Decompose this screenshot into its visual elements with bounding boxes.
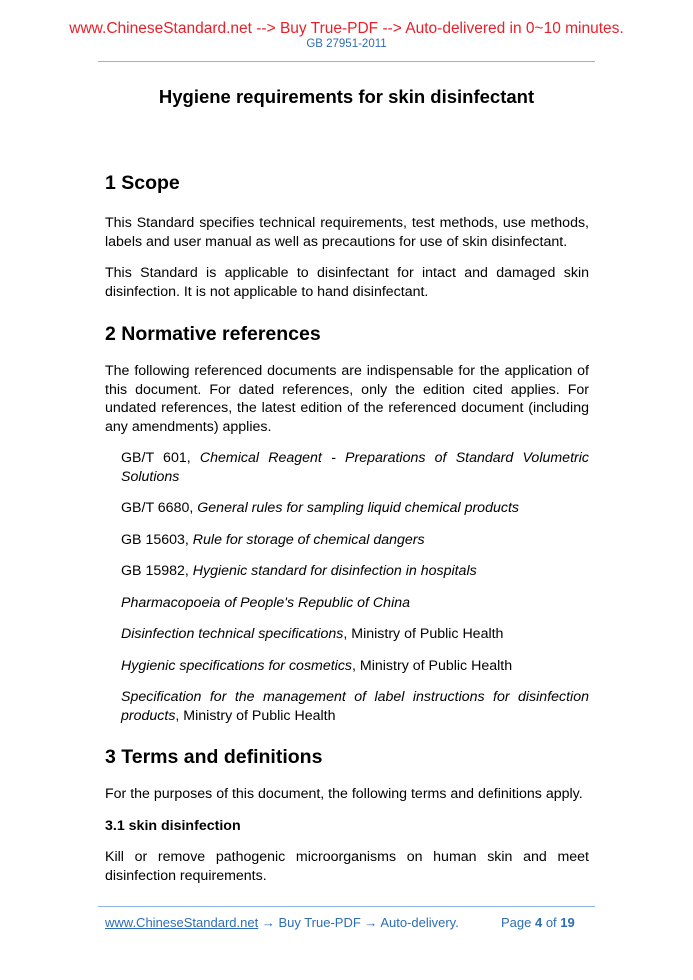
standard-number: GB 27951-2011 bbox=[306, 38, 387, 50]
reference-item: Specification for the management of label instructions for disinfection products, Ministry of Public Health bbox=[121, 689, 589, 724]
scope-paragraph-2: This Standard is applicable to disinfectant for intact and damaged skin disinfection. It is not applicable to hand disinfectant. bbox=[105, 265, 589, 300]
document-body bbox=[105, 170, 589, 885]
page-indicator: Page 4 of 19 bbox=[501, 915, 575, 930]
reference-item: GB 15603, Rule for storage of chemical dangers bbox=[121, 531, 425, 548]
term-heading: 3.1 skin disinfection bbox=[105, 817, 241, 834]
reference-item: GB/T 601, Chemical Reagent - Preparations of Standard Volumetric Solutions bbox=[121, 450, 589, 485]
section-heading-normative: 2 Normative references bbox=[105, 323, 321, 345]
footer-url-link[interactable]: www.ChineseStandard.net bbox=[105, 915, 259, 930]
terms-intro: For the purposes of this document, the following terms and definitions apply. bbox=[105, 786, 583, 802]
arrow-icon: → bbox=[258, 915, 279, 930]
section-heading-scope: 1 Scope bbox=[105, 172, 180, 194]
normative-intro: The following referenced documents are indispensable for the application of this document. For dated references, only the edition cited applies. For undated references, the latest edition of the referenced document (including any amendments) applies. bbox=[105, 363, 589, 435]
current-page: 4 bbox=[534, 915, 543, 930]
footer-buy-link[interactable]: Buy True-PDF bbox=[278, 915, 361, 930]
term-definition: Kill or remove pathogenic microorganisms on human skin and meet disinfection requirements. bbox=[105, 849, 589, 884]
reference-item: Hygienic specifications for cosmetics, Ministry of Public Health bbox=[121, 657, 513, 674]
scope-paragraph-1: This Standard specifies technical requirements, test methods, use methods, labels and user manual as well as precautions for use of skin disinfectant. bbox=[105, 215, 589, 250]
reference-item: GB 15982, Hygienic standard for disinfection in hospitals bbox=[121, 563, 477, 579]
footer-links bbox=[105, 915, 459, 930]
document-title: Hygiene requirements for skin disinfectant bbox=[158, 86, 535, 107]
reference-item: Disinfection technical specifications, Ministry of Public Health bbox=[121, 626, 504, 642]
arrow-icon: → bbox=[360, 915, 381, 930]
section-heading-terms: 3 Terms and definitions bbox=[105, 746, 323, 768]
total-pages: 19 bbox=[560, 915, 575, 930]
reference-item: Pharmacopoeia of People's Republic of China bbox=[121, 594, 411, 611]
reference-item: GB/T 6680, General rules for sampling liquid chemical products bbox=[121, 500, 519, 516]
footer-divider bbox=[98, 906, 595, 907]
top-banner[interactable]: www.ChineseStandard.net --> Buy True-PDF --> Auto-delivered in 0~10 minutes. bbox=[69, 20, 624, 37]
reference-list bbox=[105, 449, 589, 725]
footer-auto-delivery[interactable]: Auto-delivery. bbox=[380, 915, 459, 930]
header-divider bbox=[98, 61, 595, 62]
